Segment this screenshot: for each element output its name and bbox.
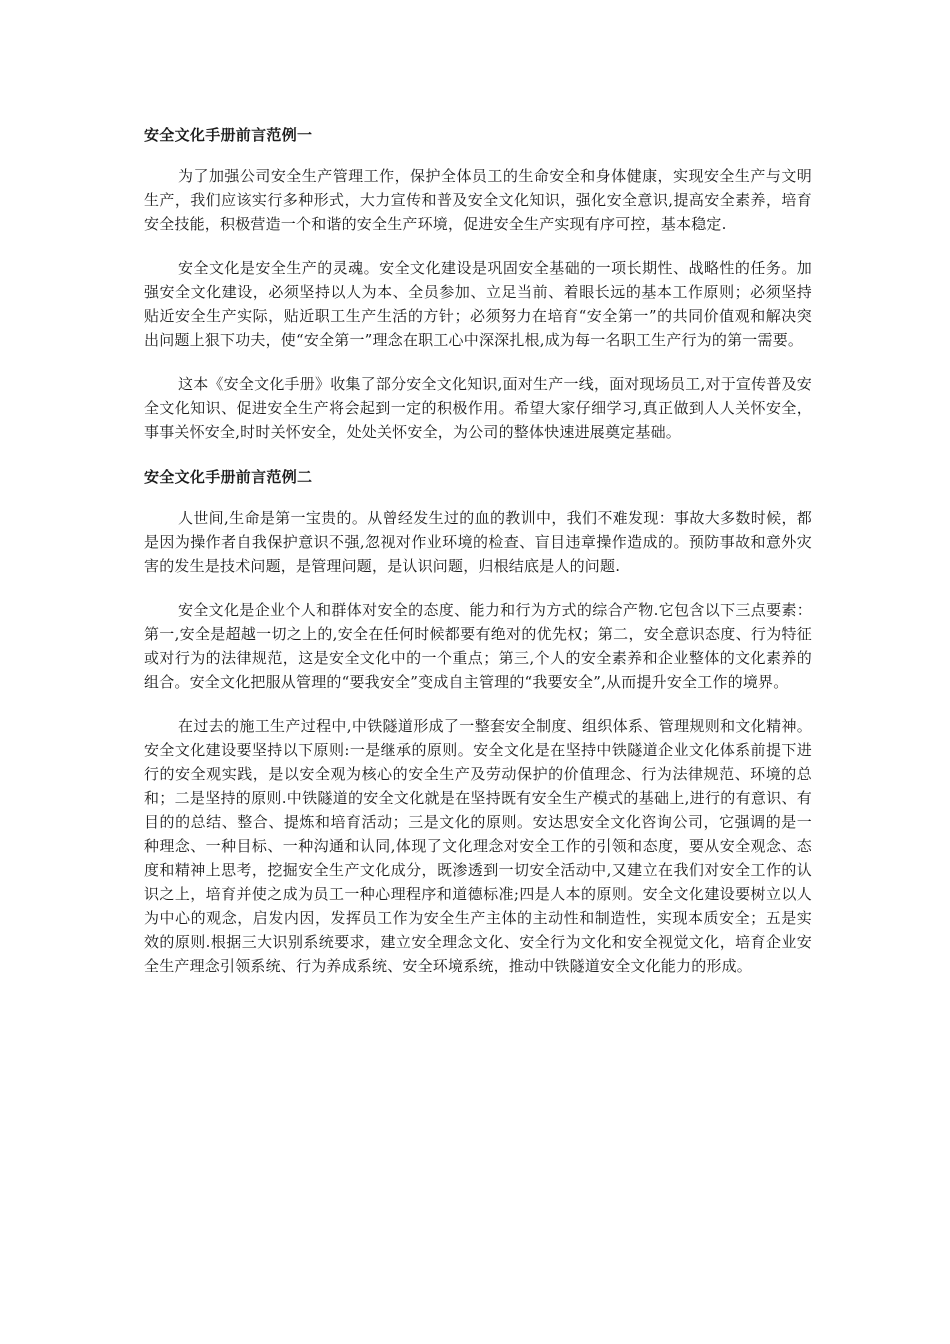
document-body [144, 124, 812, 978]
section-title: 安全文化手册前言范例二 [144, 468, 313, 486]
paragraph: 人世间,生命是第一宝贵的。从曾经发生过的血的教训中，我们不难发现：事故大多数时候，都是因为操作者自我保护意识不强,忽视对作业环境的检查、盲目违章操作造成的。预防事故和意外灾害的发生是技术问题，是管理问题，是认识问题，归根结底是人的问题. [144, 509, 812, 575]
paragraph: 在过去的施工生产过程中,中铁隧道形成了一整套安全制度、组织体系、管理规则和文化精神。安全文化建设要坚持以下原则:一是继承的原则。安全文化是在坚持中铁隧道企业文化体系前提下进行的安全观实践，是以安全观为核心的安全生产及劳动保护的价值理念、行为法律规范、环境的总和；二是坚持的原则.中铁隧道的安全文化就是在坚持既有安全生产模式的基础上,进行的有意识、有目的的总结、整合、提炼和培育活动；三是文化的原则。安达思安全文化咨询公司，它强调的是一种理念、一种目标、一种沟通和认同,体现了文化理念对安全工作的引领和态度，要从安全观念、态度和精神上思考，挖掘安全生产文化成分，既渗透到一切安全活动中,又建立在我们对安全工作的认识之上，培育并使之成为员工一种心理程序和道德标准;四是人本的原则。安全文化建设要树立以人为中心的观念，启发内因，发挥员工作为安全生产主体的主动性和制造性，实现本质安全；五是实效的原则.根据三大识别系统要求，建立安全理念文化、安全行为文化和安全视觉文化，培育企业安全生产理念引领系统、行为养成系统、安全环境系统，推动中铁隧道安全文化能力的形成。 [144, 717, 812, 975]
preface-section-2 [144, 466, 812, 978]
preface-section-1 [144, 124, 812, 444]
paragraph: 安全文化是安全生产的灵魂。安全文化建设是巩固安全基础的一项长期性、战略性的任务。加强安全文化建设，必须坚持以人为本、全员参加、立足当前、着眼长远的基本工作原则；必须坚持贴近安全生产实际，贴近职工生产生活的方针；必须努力在培育“安全第一”的共同价值观和解决突出问题上狠下功夫，使“安全第一”理念在职工心中深深扎根,成为每一名职工生产行为的第一需要。 [144, 259, 812, 349]
section-title: 安全文化手册前言范例一 [144, 126, 313, 144]
paragraph: 为了加强公司安全生产管理工作，保护全体员工的生命安全和身体健康，实现安全生产与文明生产，我们应该实行多种形式，大力宣传和普及安全文化知识，强化安全意识,提高安全素养，培育安全技能，积极营造一个和谐的安全生产环境，促进安全生产实现有序可控，基本稳定. [144, 167, 812, 233]
paragraph: 安全文化是企业个人和群体对安全的态度、能力和行为方式的综合产物.它包含以下三点要素：第一,安全是超越一切之上的,安全在任何时候都要有绝对的优先权；第二，安全意识态度、行为特征或对行为的法律规范，这是安全文化中的一个重点；第三,个人的安全素养和企业整体的文化素养的组合。安全文化把服从管理的“要我安全”变成自主管理的“我要安全”,从而提升安全工作的境界。 [144, 601, 812, 691]
paragraph: 这本《安全文化手册》收集了部分安全文化知识,面对生产一线，面对现场员工,对于宣传普及安全文化知识、促进安全生产将会起到一定的积极作用。希望大家仔细学习,真正做到人人关怀安全，事事关怀安全,时时关怀安全，处处关怀安全，为公司的整体快速进展奠定基础。 [144, 375, 812, 441]
